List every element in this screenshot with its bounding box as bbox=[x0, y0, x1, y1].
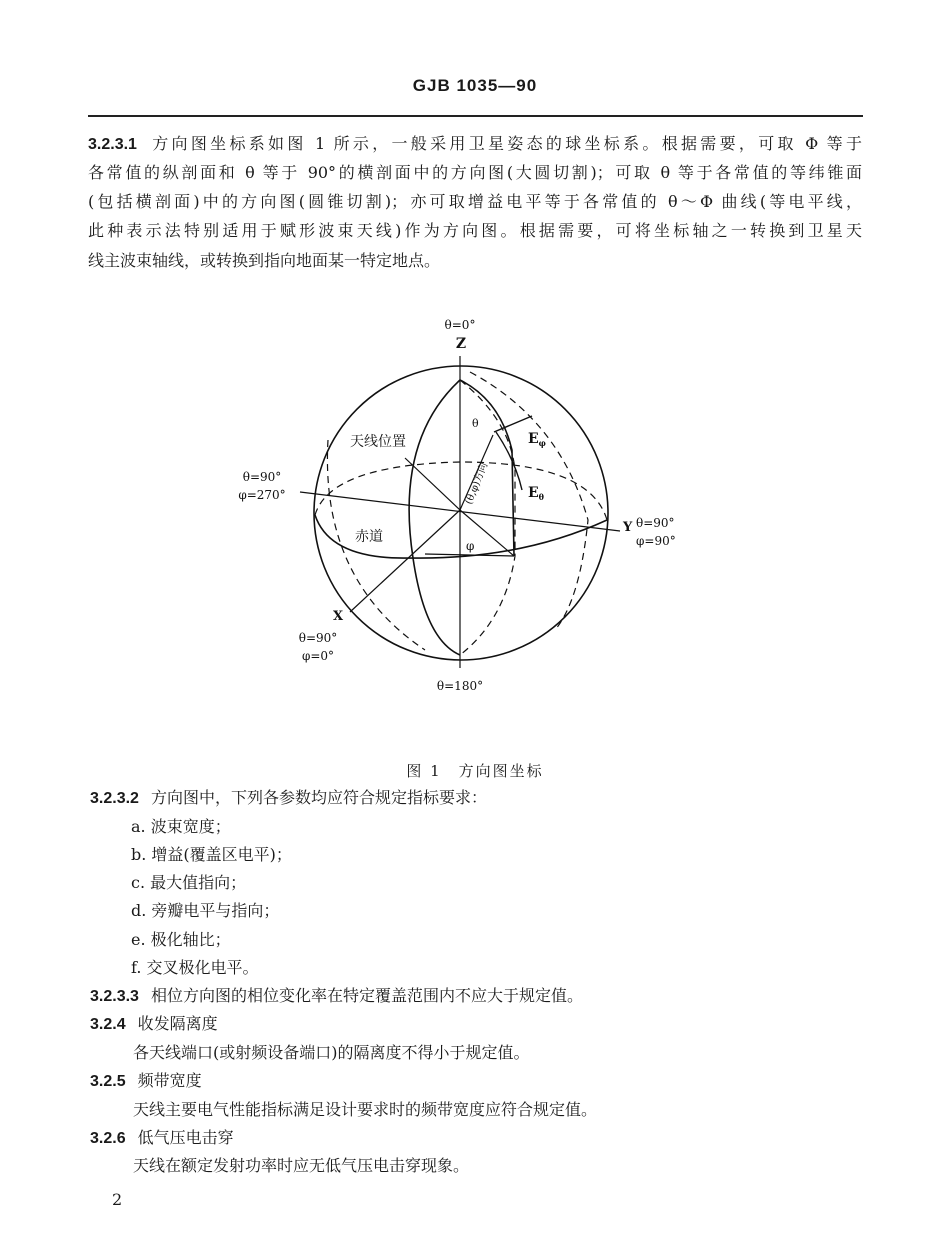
label-left-phi: φ=270° bbox=[238, 488, 286, 502]
label-y-theta: θ=90° bbox=[636, 516, 675, 530]
section-body: 天线在额定发射功率时应无低气压电击穿现象。 bbox=[133, 1156, 470, 1175]
paragraph-line: 此种表示法特别适用于赋形波束天线)作为方向图。根据需要，可将坐标轴之一转换到卫星天 bbox=[88, 221, 862, 240]
list-item: f. 交叉极化电平。 bbox=[131, 958, 259, 977]
list-item: c. 最大值指向； bbox=[131, 873, 247, 892]
label-equator: 赤道 bbox=[355, 529, 383, 545]
label-x-phi: φ=0° bbox=[301, 649, 335, 663]
x-axis bbox=[350, 510, 460, 612]
label-phi: φ bbox=[466, 539, 475, 553]
label-z: Z bbox=[455, 336, 467, 352]
paragraph-text: 方向图坐标系如图 1 所示，一般采用卫星姿态的球坐标系。根据需要，可取 Φ 等于 bbox=[148, 134, 862, 153]
label-e-theta: $E_\theta$ bbox=[528, 485, 545, 502]
list-item: b. 增益(覆盖区电平)； bbox=[131, 845, 292, 864]
cone-back bbox=[470, 372, 588, 630]
section-number: 3.2.5 bbox=[90, 1073, 126, 1090]
label-y-phi: φ=90° bbox=[636, 534, 676, 548]
section-325 bbox=[90, 1071, 202, 1092]
list-item: d. 旁瓣电平与指向； bbox=[131, 901, 280, 920]
section-heading: 低气压电击穿 bbox=[137, 1128, 234, 1147]
section-body: 天线主要电气性能指标满足设计要求时的频带宽度应符合规定值。 bbox=[133, 1100, 598, 1119]
paragraph-line: (包括横剖面)中的方向图(圆锥切割)；亦可取增益电平等于各常值的 θ～Φ 曲线(等电平线， bbox=[88, 192, 862, 211]
section-3232 bbox=[90, 788, 487, 809]
label-e-phi: $E_\varphi$ bbox=[528, 431, 546, 448]
page-number: 2 bbox=[112, 1190, 123, 1209]
section-heading: 频带宽度 bbox=[137, 1071, 202, 1090]
section-number: 3.2.3.1 bbox=[88, 136, 137, 153]
section-324 bbox=[90, 1014, 218, 1035]
label-antenna-position: 天线位置 bbox=[350, 434, 406, 450]
section-heading: 收发隔离度 bbox=[137, 1014, 218, 1033]
section-number: 3.2.3.2 bbox=[90, 790, 139, 807]
antenna-pointer bbox=[405, 458, 460, 510]
paragraph-line: 各常值的纵剖面和 θ 等于 90°的横剖面中的方向图(大圆切割)；可取 θ 等于各常值的等纬锥面 bbox=[88, 163, 862, 182]
list-item: a. 波束宽度； bbox=[131, 817, 231, 836]
label-direction: (θ,φ)方向 bbox=[463, 461, 491, 507]
list-item: e. 极化轴比； bbox=[131, 930, 231, 949]
label-theta-0: θ=0° bbox=[444, 318, 476, 332]
label-left-theta: θ=90° bbox=[242, 470, 282, 484]
label-y: Y bbox=[623, 520, 633, 535]
section-326 bbox=[90, 1128, 234, 1149]
paragraph-line: 线主波束轴线，或转换到指向地面某一特定地点。 bbox=[88, 251, 441, 270]
section-number: 3.2.4 bbox=[90, 1016, 126, 1033]
section-3233 bbox=[90, 986, 583, 1007]
section-number: 3.2.3.3 bbox=[90, 988, 139, 1005]
section-text: 相位方向图的相位变化率在特定覆盖范围内不应大于规定值。 bbox=[150, 986, 583, 1005]
label-x: X bbox=[333, 609, 344, 624]
label-x-theta: θ=90° bbox=[298, 631, 338, 645]
section-body: 各天线端口(或射频设备端口)的隔离度不得小于规定值。 bbox=[133, 1043, 530, 1062]
label-theta: θ bbox=[472, 417, 479, 430]
document-header: GJB 1035—90 bbox=[412, 76, 538, 95]
section-number: 3.2.6 bbox=[90, 1130, 126, 1147]
figure-caption: 图 1 方向图坐标 bbox=[406, 762, 544, 780]
section-text: 方向图中，下列各参数均应符合规定指标要求： bbox=[150, 788, 487, 807]
label-theta-180: θ=180° bbox=[436, 679, 484, 693]
